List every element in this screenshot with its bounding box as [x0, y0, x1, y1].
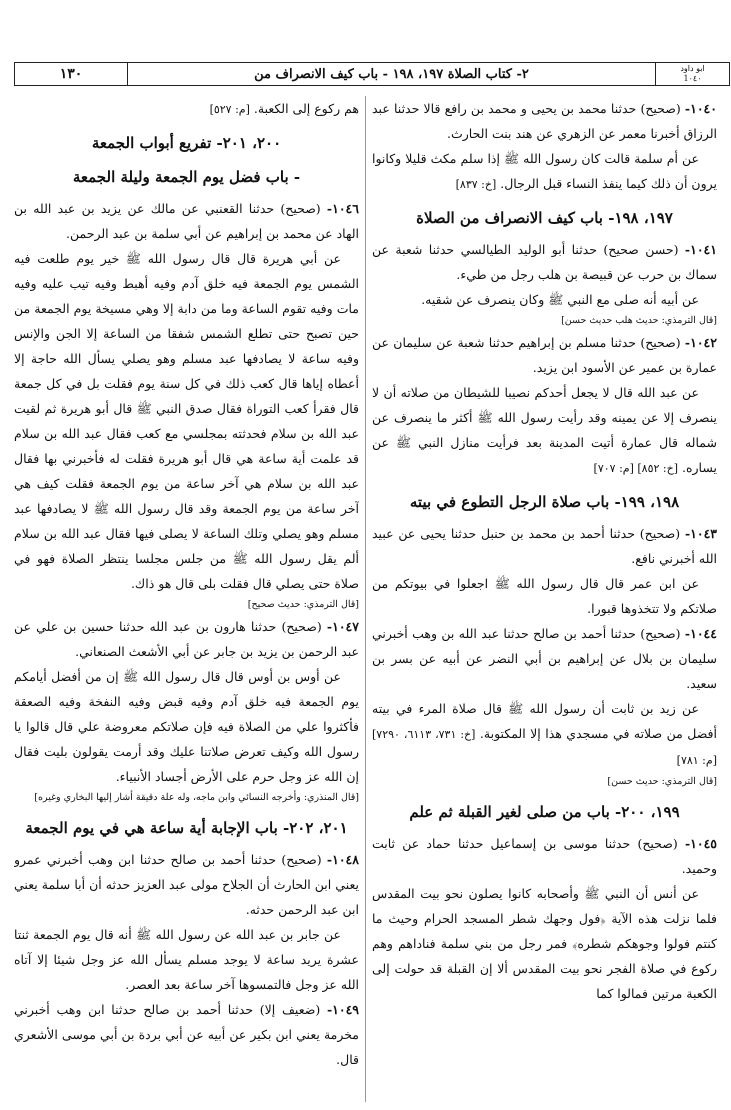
hadith-reference: [خ: ٧٣١، ٦١١٣، ٧٢٩٠] [م: ٧٨١]: [372, 728, 717, 767]
continued-matn: هم ركوع إلى الكعبة.: [253, 101, 359, 116]
hadith-1043: [372, 521, 717, 571]
hadith-matn: عن جابر بن عبد الله عن رسول الله ﷺ أنه قال يوم الجمعة ثنتا عشرة يريد ساعة لا يوجد مسلم يسأل الله عز وجل شيئا إلا آتاه الله عز وجل فالتمسوها آخر ساعة بعد العصر.: [14, 927, 359, 992]
book-name: ابو داود: [680, 64, 705, 73]
hadith-grade: (ضعيف إلا): [259, 1002, 321, 1017]
column-divider: [365, 96, 366, 1102]
hadith-grade: (صحيح): [280, 201, 321, 216]
left-column: [14, 96, 359, 1104]
header-chapter-title: ٢- كتاب الصلاة ١٩٧، ١٩٨ - باب كيف الانصراف من: [127, 63, 655, 85]
hadith-matn: عن أوس بن أوس قال قال رسول الله ﷺ إن من أفضل أيامكم يوم الجمعة فيه خلق آدم وفيه قبض وفيه النفخة وفيه الصعقة فأكثروا علي من الصلاة فيه فإن صلاتكم معروضة علي قال قالوا يا رسول الله وكيف تعرض صلاتنا عليك وقد أرمت يقولون بليت فقال إن الله عز وجل حرم على الأرض أجساد الأنبياء.: [14, 669, 359, 784]
hadith-isnad: حدثنا أبو الوليد الطيالسي حدثنا شعبة عن سماك بن حرب عن قبيصة بن هلب رجل من طيء.: [372, 242, 717, 282]
hadith-isnad: حدثنا مسلم بن إبراهيم حدثنا شعبة عن سليمان عن عمارة بن عمير عن الأسود ابن يزيد.: [372, 335, 717, 375]
hadith-matn: عن زيد بن ثابت أن رسول الله ﷺ قال صلاة المرء في بيته أفضل من صلاته في مسجدي هذا إلا المكتوبة.: [372, 701, 717, 741]
hadith-isnad: حدثنا موسى بن إسماعيل حدثنا حماد عن ثابت وحميد.: [372, 836, 717, 876]
hadith-number: ١٠٤٦-: [326, 201, 359, 216]
hadith-number: ١٠٤٨-: [326, 852, 359, 867]
hadith-number: ١٠٤٢-: [684, 335, 717, 350]
running-header: [14, 62, 730, 86]
page-number: ١٣٠: [59, 66, 83, 82]
hadith-1044: [372, 621, 717, 696]
hadith-number: ١٠٤٠-: [684, 101, 717, 116]
hadith-reference: [خ: ٨٣٧]: [455, 178, 497, 191]
hadith-note: [قال الترمذي: حديث هلب حديث حسن]: [561, 315, 717, 326]
hadith-grade: (صحيح): [640, 335, 681, 350]
hadith-isnad: حدثنا أحمد بن صالح حدثنا ابن وهب أخبرني مخرمة يعني ابن بكير عن أبيه عن أبي بردة بن أبي موسى الأشعري قال.: [14, 1002, 359, 1067]
hadith-grade: (صحيح): [281, 852, 322, 867]
hadith-isnad: حدثنا محمد بن يحيى و محمد بن رافع قالا حدثنا: [393, 101, 637, 116]
hadith-1040: [372, 96, 717, 146]
hadith-grade: (صحيح): [637, 836, 678, 851]
chapter-subheading: - باب فضل يوم الجمعة وليلة الجمعة: [72, 168, 301, 186]
hadith-isnad: حدثنا أحمد بن صالح حدثنا عبد الله بن وهب أخبرني سليمان بن بلال عن إبراهيم بن أبي النضر عن أبيه عن بسر بن سعيد.: [372, 626, 717, 691]
hadith-number: ١٠٤٤-: [684, 626, 717, 641]
book-volume: 1٠٤٠: [683, 74, 702, 83]
hadith-isnad: حدثنا أحمد بن محمد بن حنبل حدثنا يحيى عن عبيد الله أخبرني نافع.: [372, 526, 717, 566]
chapter-heading: ٢٠١، ٢٠٢- باب الإجابة أية ساعة هي في يوم الجمعة: [25, 819, 348, 837]
hadith-grade: (صحيح): [281, 619, 322, 634]
right-column: [372, 96, 717, 1104]
chapter-heading: ١٩٩، ٢٠٠- باب من صلى لغير القبلة ثم علم: [409, 803, 680, 821]
hadith-grade: (صحيح): [640, 626, 681, 641]
hadith-note: [قال الترمذي: حديث حسن]: [607, 776, 717, 787]
hadith-number: ١٠٤٣-: [684, 526, 717, 541]
hadith-isnad: حدثنا القعنبي عن مالك عن يزيد بن عبد الله بن الهاد عن محمد بن إبراهيم عن أبي سلمة بن عبد الرحمن.: [14, 201, 359, 241]
continued-text: [14, 96, 359, 122]
chapter-heading: ٢٠٠، ٢٠١- تفريع أبواب الجمعة: [91, 134, 282, 152]
hadith-grade: (حسن صحيح): [603, 242, 679, 257]
hadith-matn: عن ابن عمر قال قال رسول الله ﷺ اجعلوا في بيوتكم من صلاتكم ولا تتخذوها قبورا.: [372, 576, 717, 616]
hadith-reference: [خ: ٨٥٢] [م: ٧٠٧]: [593, 462, 679, 475]
hadith-matn: عن أبي هريرة قال قال رسول الله ﷺ خير يوم طلعت فيه الشمس يوم الجمعة فيه خلق آدم وفيه أهبط وفيه تيب عليه وفيه مات وفيه تقوم الساعة وما من دابة إلا وهي مسيخة يوم الجمعة من حين تصبح حتى تطلع الشمس شفقا من الساعة إلا الجن والإنس وفيه ساعة لا يصادفها عبد مسلم وهو يصلي يسأل الله حاجة إلا أعطاه إياها قال كعب ذلك في كل سنة يوم فقلت بل في كل جمعة قال فقرأ كعب التوراة فقال صدق النبي ﷺ قال أبو هريرة ثم لقيت عبد الله بن سلام فحدثته بمجلسي مع كعب فقال عبد الله بن سلام قد علمت أية ساعة هي قال أبو هريرة فقلت له فأخبرني بها فقال عبد الله بن سلام هي آخر ساعة من يوم الجمعة فقلت كيف هي آخر ساعة من يوم الجمعة وقد قال رسول الله ﷺ لا يصادفها عبد مسلم وهو يصلي وتلك الساعة لا يصلى فيها فقال عبد الله بن سلام ألم يقل رسول الله ﷺ من جلس مجلسا ينتظر الصلاة فهو في صلاة حتى يصلي قال فقلت بلى قال هو ذاك.: [14, 251, 359, 591]
hadith-isnad-cont: عبد الرزاق أخبرنا معمر عن الزهري عن هند بنت الحارث.: [372, 101, 717, 141]
hadith-matn: عن أنس أن النبي ﷺ وأصحابه كانوا يصلون نحو بيت المقدس فلما نزلت هذه الآية ﴿فول وجهك شطر المسجد الحرام وحيث ما كنتم فولوا وجوهكم شطره﴾ فمر رجل من بني سلمة فناداهم وهم ركوع في صلاة الفجر نحو بيت المقدس ألا إن القبلة قد حولت إلى الكعبة مرتين فمالوا كما: [372, 886, 717, 1001]
hadith-note: [قال الترمذي: حديث صحيح]: [247, 599, 359, 610]
hadith-isnad: حدثنا هارون بن عبد الله حدثنا حسين بن علي عن عبد الرحمن بن يزيد بن جابر عن أبي الأشعث الصنعاني.: [14, 619, 359, 659]
hadith-1041: [372, 237, 717, 287]
hadith-reference: [م: ٥٢٧]: [209, 103, 250, 116]
hadith-matn: عن أم سلمة قالت كان رسول الله ﷺ إذا سلم مكث قليلا وكانوا يرون أن ذلك كيما ينفذ النساء قبل الرجال.: [372, 151, 717, 191]
hadith-number: ١٠٤١-: [684, 242, 717, 257]
chapter-heading: ١٩٧، ١٩٨- باب كيف الانصراف من الصلاة: [416, 209, 673, 227]
hadith-1049: [14, 997, 359, 1072]
chapter-heading: ١٩٨، ١٩٩- باب صلاة الرجل التطوع في بيته: [409, 493, 680, 511]
hadith-text: [372, 146, 717, 197]
header-book-name: [655, 63, 729, 85]
hadith-grade: (صحيح): [640, 101, 681, 116]
hadith-1045: [372, 831, 717, 881]
hadith-number: ١٠٤٧-: [326, 619, 359, 634]
hadith-note: [قال المنذري: وأخرجه النسائي وابن ماجه، وله علة دقيقة أشار إليها البخاري وغيره]: [34, 792, 359, 803]
hadith-matn: عن عبد الله قال لا يجعل أحدكم نصيبا للشيطان من صلاته أن لا ينصرف إلا عن يمينه وقد رأيت رسول الله ﷺ أكثر ما ينصرف عن شماله قال عمارة أتيت المدينة بعد فرأيت منازل النبي ﷺ عن يساره.: [372, 385, 717, 475]
hadith-number: ١٠٤٥-: [684, 836, 717, 851]
hadith-1048: [14, 847, 359, 922]
hadith-isnad: حدثنا أحمد بن صالح حدثنا ابن وهب أخبرني عمرو يعني ابن الحارث أن الجلاح مولى عبد العزيز حدثه أن أبا سلمة يعني ابن عبد الرحمن حدثه.: [14, 852, 359, 917]
hadith-text: [372, 380, 717, 481]
hadith-number: ١٠٤٩-: [326, 1002, 359, 1017]
hadith-matn: عن أبيه أنه صلى مع النبي ﷺ وكان ينصرف عن شقيه.: [421, 292, 699, 307]
hadith-text: [372, 696, 717, 773]
hadith-1046: [14, 196, 359, 246]
hadith-1042: [372, 330, 717, 380]
hadith-grade: (صحيح): [639, 526, 681, 541]
hadith-1047: [14, 614, 359, 664]
